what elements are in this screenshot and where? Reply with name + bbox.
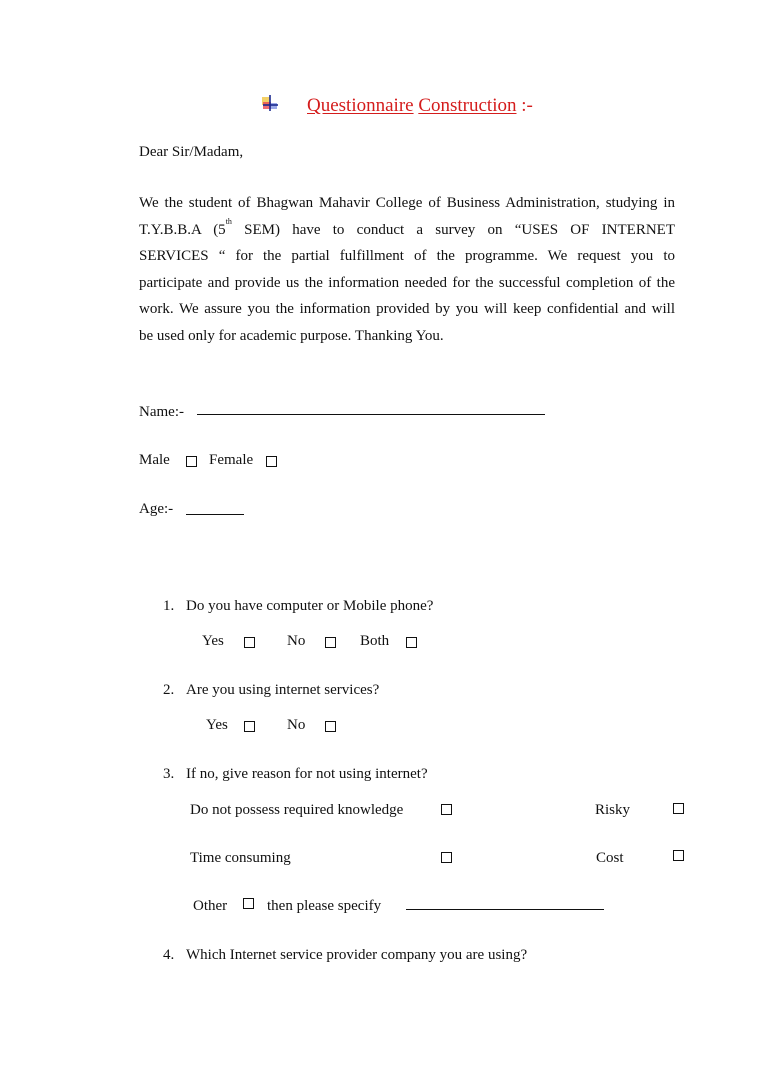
q1-option-yes-label: Yes: [202, 633, 224, 649]
superscript-th: th: [225, 216, 232, 226]
paragraph-line: T.Y.B.B.A (5th SEM) have to conduct a survey on “USES OF INTERNET: [139, 216, 675, 238]
paragraph-line: participate and provide us the information needed for the successful completion of the: [139, 274, 675, 291]
q1-option-both-label: Both: [360, 633, 390, 649]
paragraph-line: SERVICES “ for the partial fulfillment of the programme. We request you to: [139, 248, 675, 264]
female-label: Female: [209, 452, 254, 468]
crosshair-bullet-icon: [261, 94, 279, 112]
q2-option-no-label: No: [287, 717, 306, 733]
question-1-text: Do you have computer or Mobile phone?: [186, 598, 434, 614]
title-suffix: :-: [516, 95, 533, 116]
paragraph-line: work. We assure you the information provided by you will keep confidential and will: [139, 301, 675, 317]
age-label: Age:-: [139, 501, 174, 517]
q3-risky-checkbox[interactable]: [673, 803, 684, 814]
q3-option-other-label: Other: [193, 898, 228, 914]
q1-no-checkbox[interactable]: [325, 637, 336, 648]
intro-paragraph: [139, 190, 675, 349]
q3-specify-field[interactable]: [406, 909, 604, 910]
q3-other-checkbox[interactable]: [243, 898, 254, 909]
q3-specify-label: then please specify: [267, 898, 382, 914]
q3-knowledge-checkbox[interactable]: [441, 804, 452, 815]
title-word-construction: Construction: [418, 95, 517, 116]
page-title: [307, 95, 533, 117]
question-number: 3.: [163, 766, 175, 782]
question-3-text: If no, give reason for not using internet?: [186, 766, 428, 782]
question-4-text: Which Internet service provider company you are using?: [186, 947, 528, 963]
salutation: Dear Sir/Madam,: [139, 144, 244, 160]
title-word-questionnaire: Questionnaire: [307, 95, 414, 116]
q1-yes-checkbox[interactable]: [244, 637, 255, 648]
q2-yes-checkbox[interactable]: [244, 721, 255, 732]
q1-option-no-label: No: [287, 633, 306, 649]
question-number: 1.: [163, 598, 175, 614]
q3-option-risky-label: Risky: [595, 802, 631, 818]
question-2-text: Are you using internet services?: [186, 682, 380, 698]
paragraph-line: be used only for academic purpose. Thanking You.: [139, 327, 444, 344]
q3-option-knowledge-label: Do not possess required knowledge: [190, 802, 404, 818]
q3-cost-checkbox[interactable]: [673, 850, 684, 861]
q3-option-cost-label: Cost: [596, 850, 624, 866]
question-number: 2.: [163, 682, 175, 698]
name-label: Name:-: [139, 404, 184, 420]
q1-both-checkbox[interactable]: [406, 637, 417, 648]
name-field[interactable]: [197, 414, 545, 415]
q2-option-yes-label: Yes: [206, 717, 228, 733]
q3-time-checkbox[interactable]: [441, 852, 452, 863]
male-label: Male: [139, 452, 170, 468]
male-checkbox[interactable]: [186, 456, 197, 467]
q2-no-checkbox[interactable]: [325, 721, 336, 732]
female-checkbox[interactable]: [266, 456, 277, 467]
paragraph-line: We the student of Bhagwan Mahavir College of Business Administration, studying in: [139, 195, 675, 211]
q3-option-time-label: Time consuming: [190, 850, 291, 866]
age-field[interactable]: [186, 514, 244, 515]
question-number: 4.: [163, 947, 175, 963]
